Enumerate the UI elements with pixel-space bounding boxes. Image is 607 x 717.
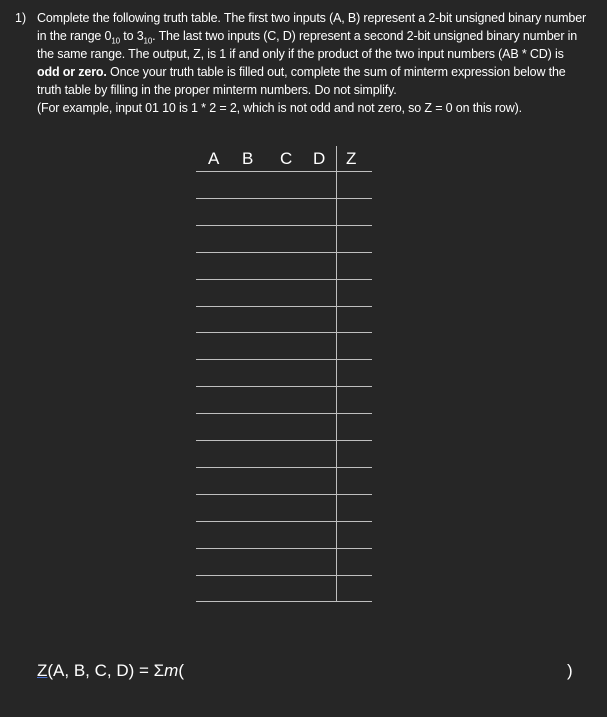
minterm-expression [37,658,184,684]
open-paren: ( [178,661,185,680]
table-row-line [196,548,372,549]
question-paragraph [37,9,589,99]
table-row-line [196,601,372,602]
table-row-line [196,359,372,360]
z-letter: Z [37,661,48,680]
example-text: (For example, input 01 10 is 1 * 2 = 2, which is not odd and not zero, so Z = 0 on this row). [37,101,522,115]
table-row-line [196,252,372,253]
bold-emphasis: odd or zero. [37,65,107,79]
table-row-line [196,413,372,414]
table-row-line [196,521,372,522]
question-text-part: to 3 [119,29,144,43]
header-c: C [280,149,293,168]
table-row-line [196,198,372,199]
table-row-line [196,575,372,576]
table-row-line [196,332,372,333]
minterm-text: (A, B, C, D) = Σ [47,661,165,680]
close-paren: ) [567,661,573,680]
table-row-line [196,306,372,307]
question-text-part: Complete the following truth table. The first two inputs (A, B) represent a 2-bit unsigned binary number in the range 0 [37,11,587,43]
minterm-m: m [164,661,179,680]
table-row-line [196,225,372,226]
column-divider [336,146,337,602]
table-row-line [196,386,372,387]
question-text-part: . The last two inputs (C, D) represent a second 2-bit unsigned binary number in the same range. The output, Z, is 1 if and only if the product of the two input numbers (AB * CD) is [37,29,578,61]
table-row-line [196,279,372,280]
header-d: D [313,149,326,168]
question-text [37,9,589,117]
header-underline [196,171,372,172]
subscript-base: 10 [143,36,153,46]
header-a: A [208,149,220,168]
question-number: 1) [15,11,27,25]
subscript-base: 10 [111,36,120,46]
question-text-part: Once your truth table is filled out, complete the sum of minterm expression below the truth table by filling in the proper minterm numbers. Do not simplify. [37,65,566,97]
table-row-line [196,467,372,468]
truth-table [196,146,372,602]
header-b: B [242,149,254,168]
table-row-line [196,494,372,495]
header-z: Z [346,149,357,168]
table-row-line [196,440,372,441]
